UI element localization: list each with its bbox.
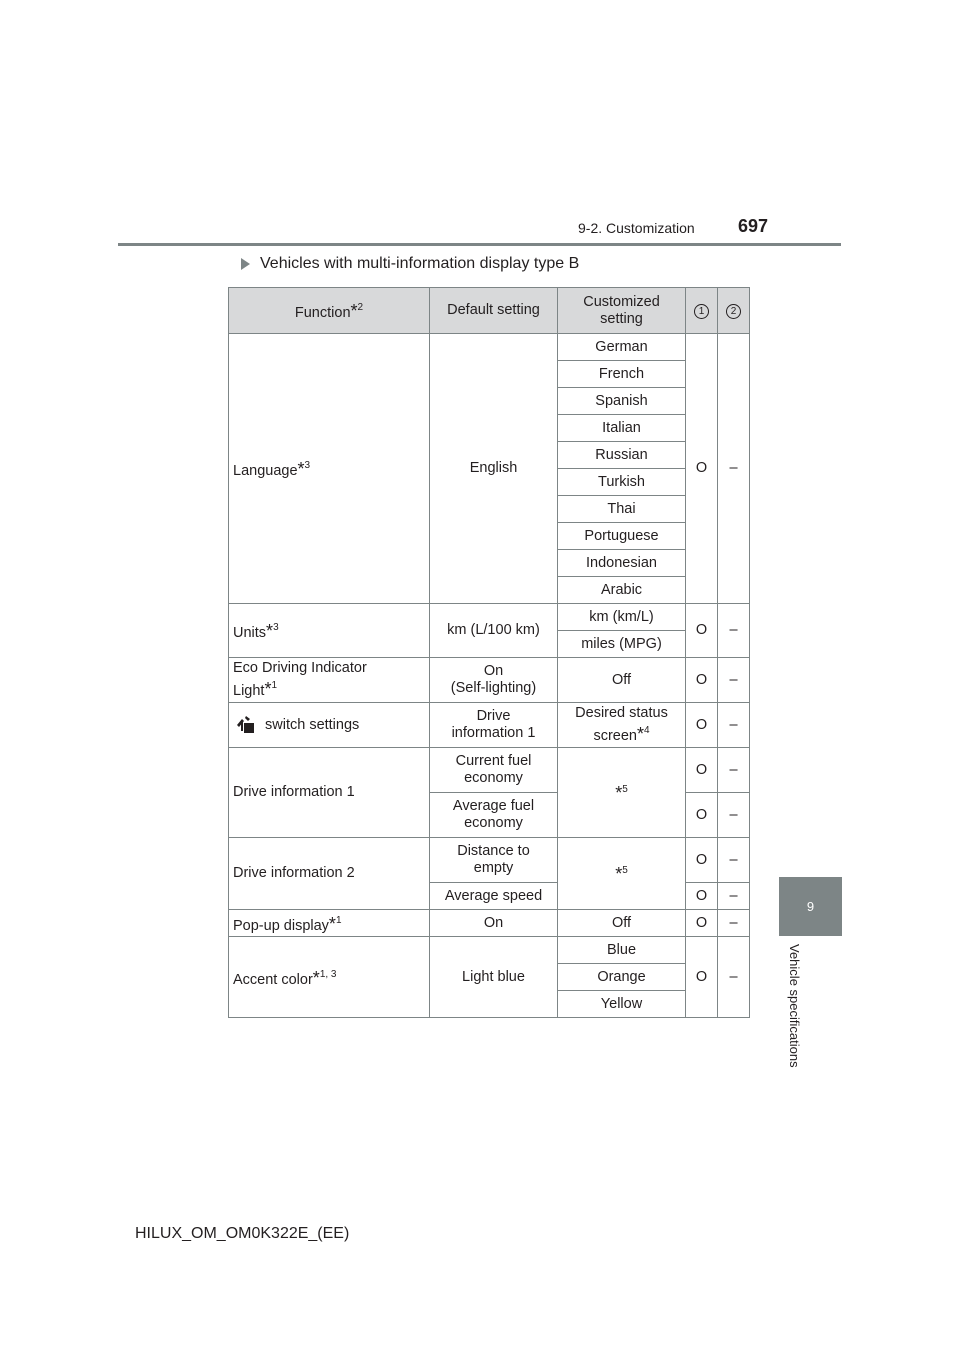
document-code: HILUX_OM_OM0K322E_(EE) <box>135 1225 350 1242</box>
option: Orange <box>558 964 686 991</box>
col1-language: O <box>686 334 718 604</box>
display-switch-icon <box>237 716 255 734</box>
subheading <box>241 255 579 273</box>
chapter-number: 9 <box>806 899 815 914</box>
col2-switch: – <box>718 703 750 748</box>
subheading-text: Vehicles with multi-information display type B <box>260 255 580 272</box>
default-switch: Drive information 1 <box>430 703 558 748</box>
default-eco: On (Self-lighting) <box>430 658 558 703</box>
option: Indonesian <box>558 550 686 577</box>
option: Arabic <box>558 577 686 604</box>
chapter-label: Vehicle specifications <box>787 944 802 1068</box>
option: Spanish <box>558 388 686 415</box>
custom-eco: Off <box>558 658 686 703</box>
col1-accent: O <box>686 937 718 1018</box>
default-drive1-b: Average fuel economy <box>430 793 558 838</box>
col2-accent: – <box>718 937 750 1018</box>
header-customized: Customized setting <box>558 288 686 334</box>
col1-eco: O <box>686 658 718 703</box>
col1-switch: O <box>686 703 718 748</box>
col2-language: – <box>718 334 750 604</box>
col1-units: O <box>686 604 718 658</box>
default-units: km (L/100 km) <box>430 604 558 658</box>
function-switch: switch settings <box>229 703 430 748</box>
table-row <box>229 910 750 937</box>
function-drive1: Drive information 1 <box>229 748 430 838</box>
function-language: Language*$^3$ <box>229 334 430 604</box>
option: Italian <box>558 415 686 442</box>
header-col1: 1 <box>686 288 718 334</box>
option: Turkish <box>558 469 686 496</box>
option: Portuguese <box>558 523 686 550</box>
default-popup: On <box>430 910 558 937</box>
settings-table <box>228 287 750 1018</box>
col1-drive2-b: O <box>686 883 718 910</box>
table-header-row <box>229 288 750 334</box>
option: French <box>558 361 686 388</box>
header-col2: 2 <box>718 288 750 334</box>
option: Russian <box>558 442 686 469</box>
default-drive1-a: Current fuel economy <box>430 748 558 793</box>
table-row <box>229 937 750 964</box>
function-popup: Pop-up display*$^1$ <box>229 910 430 937</box>
col1-drive2-a: O <box>686 838 718 883</box>
col2-drive2-b: – <box>718 883 750 910</box>
section-title: 9-2. Customization <box>578 220 695 236</box>
option: German <box>558 334 686 361</box>
col2-popup: – <box>718 910 750 937</box>
option: miles (MPG) <box>558 631 686 658</box>
table-row <box>229 838 750 883</box>
option: Thai <box>558 496 686 523</box>
table-row <box>229 334 750 361</box>
col1-popup: O <box>686 910 718 937</box>
function-units: Units*$^3$ <box>229 604 430 658</box>
col2-drive1-a: – <box>718 748 750 793</box>
custom-popup: Off <box>558 910 686 937</box>
header-rule <box>118 243 841 246</box>
col1-drive1-a: O <box>686 748 718 793</box>
function-accent: Accent color*$^{1, 3}$ <box>229 937 430 1018</box>
table-row <box>229 658 750 703</box>
table-row <box>229 703 750 748</box>
custom-drive1: *$^5$ <box>558 748 686 838</box>
custom-drive2: *$^5$ <box>558 838 686 910</box>
header-function: Function*$^2$ <box>229 288 430 334</box>
col2-units: – <box>718 604 750 658</box>
col2-drive2-a: – <box>718 838 750 883</box>
default-accent: Light blue <box>430 937 558 1018</box>
default-drive2-a: Distance to empty <box>430 838 558 883</box>
function-drive2: Drive information 2 <box>229 838 430 910</box>
page-number: 697 <box>738 216 769 236</box>
header-default: Default setting <box>430 288 558 334</box>
chapter-tab[interactable] <box>779 877 842 936</box>
default-drive2-b: Average speed <box>430 883 558 910</box>
col2-drive1-b: – <box>718 793 750 838</box>
table-row <box>229 604 750 631</box>
option: Yellow <box>558 991 686 1018</box>
col2-eco: – <box>718 658 750 703</box>
function-eco: Eco Driving Indicator Light*$^1$ <box>229 658 430 703</box>
option: Blue <box>558 937 686 964</box>
table-row <box>229 748 750 793</box>
option: km (km/L) <box>558 604 686 631</box>
custom-switch: Desired status screen*$^4$ <box>558 703 686 748</box>
triangle-bullet-icon <box>241 258 250 270</box>
col1-drive1-b: O <box>686 793 718 838</box>
default-language: English <box>430 334 558 604</box>
